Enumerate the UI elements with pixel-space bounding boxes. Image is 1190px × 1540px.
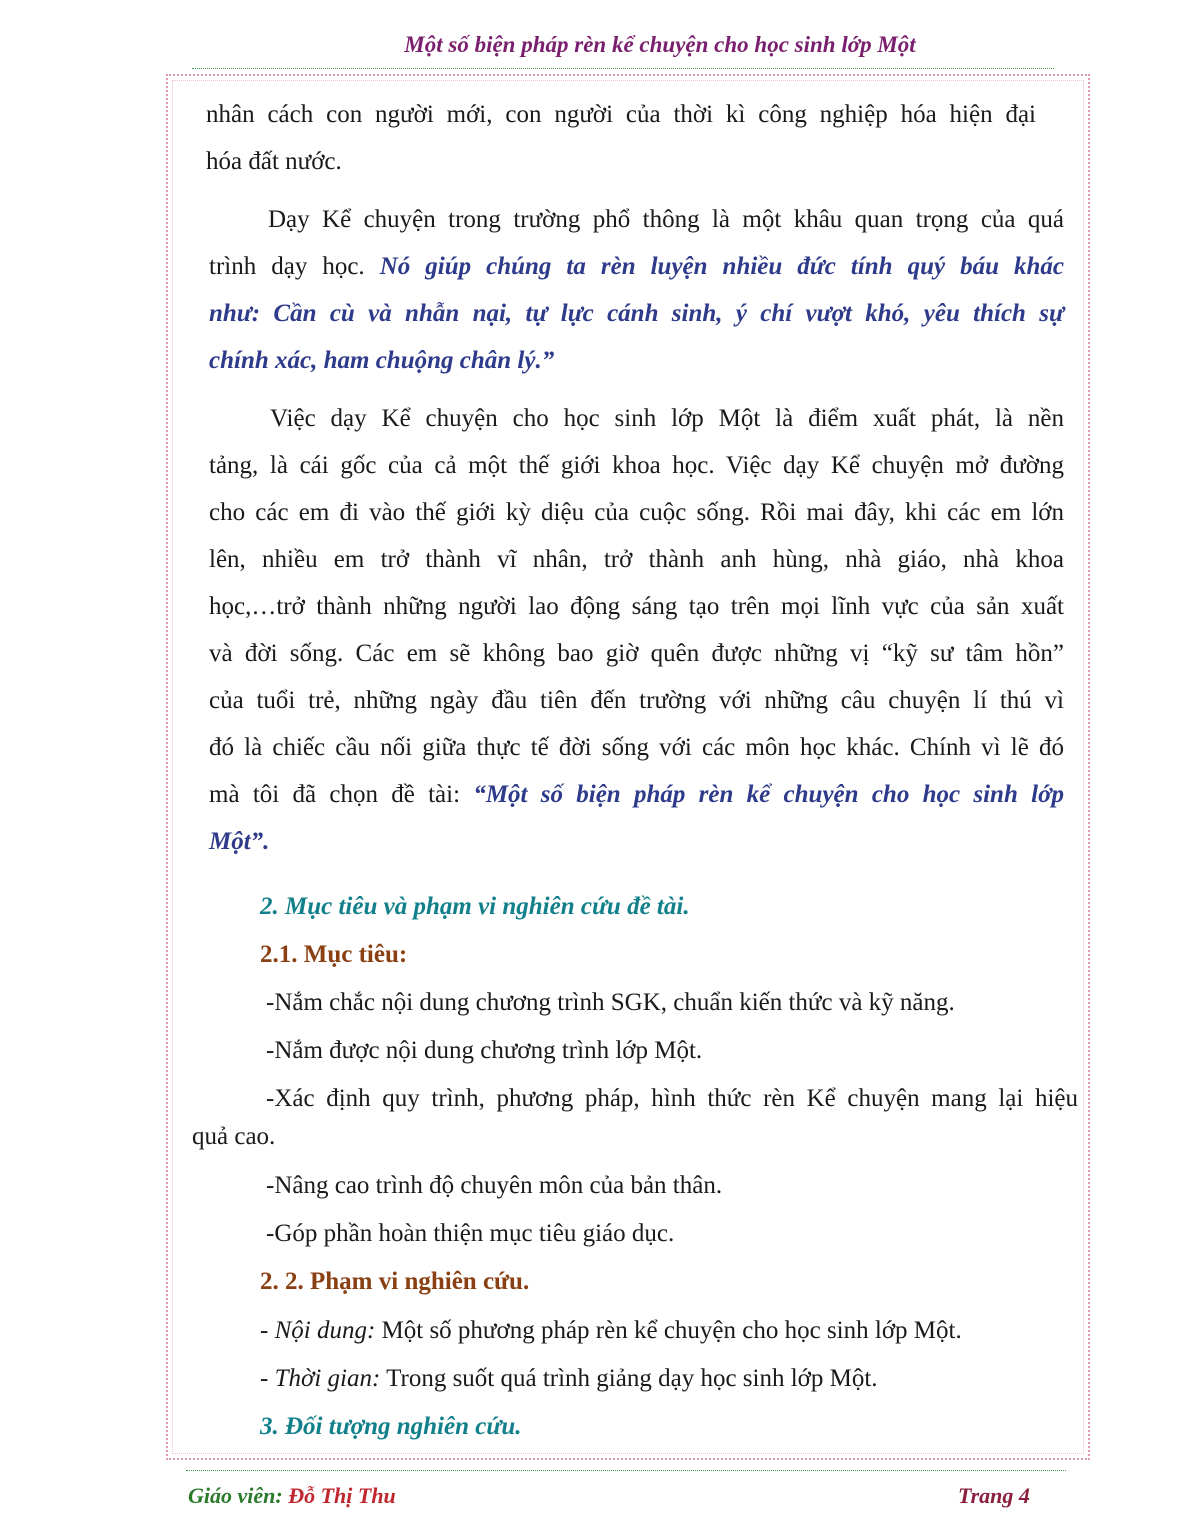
paragraph-line: đó là chiếc cầu nối giữa thực tế đời sống với các môn học khác. Chính vì lẽ đó <box>209 734 1064 761</box>
text-span: trình dạy học. <box>209 253 380 280</box>
subsection-heading: 2.1. Mục tiêu: <box>260 941 408 968</box>
scope-text: Trong suốt quá trình giảng dạy học sinh lớp Một. <box>380 1365 878 1392</box>
paragraph-line: Dạy Kể chuyện trong trường phổ thông là một khâu quan trọng của quá <box>268 206 1064 233</box>
scope-text: Một số phương pháp rèn kể chuyện cho học sinh lớp Một. <box>375 1317 962 1344</box>
scope-item <box>260 1364 878 1394</box>
goal-item-continued: quả cao. <box>192 1123 276 1150</box>
paragraph-line <box>209 780 1064 810</box>
text-span: mà tôi đã chọn đề tài: <box>209 781 474 808</box>
scope-label: - Thời gian: <box>260 1365 381 1392</box>
paragraph-line: nhân cách con người mới, con người của thời kì công nghiệp hóa hiện đại <box>206 101 1036 128</box>
paragraph-line: lên, nhiều em trở thành vĩ nhân, trở thành anh hùng, nhà giáo, nhà khoa <box>209 546 1064 573</box>
emphasis-quote-line: như: Cần cù và nhẫn nại, tự lực cánh sinh, ý chí vượt khó, yêu thích sự <box>209 300 1064 327</box>
paragraph-line: cho các em đi vào thế giới kỳ diệu của cuộc sống. Rồi mai đây, khi các em lớn <box>209 499 1064 526</box>
subsection-heading: 2. 2. Phạm vi nghiên cứu. <box>260 1268 530 1295</box>
paragraph-line: hóa đất nước. <box>206 148 342 175</box>
page-header-title: Một số biện pháp rèn kể chuyện cho học sinh lớp Một <box>404 32 916 57</box>
paragraph-line: Việc dạy Kể chuyện cho học sinh lớp Một là điểm xuất phát, là nền <box>270 405 1064 432</box>
header-divider <box>192 68 1054 69</box>
scope-label: - Nội dung: <box>260 1317 376 1344</box>
footer-teacher-name: Đỗ Thị Thu <box>288 1483 396 1508</box>
footer-divider <box>186 1470 1066 1471</box>
paragraph-line: và đời sống. Các em sẽ không bao giờ quên được những vị “kỹ sư tâm hồn” <box>209 640 1064 667</box>
goal-item: -Nâng cao trình độ chuyên môn của bản thân. <box>266 1172 723 1199</box>
goal-item: -Xác định quy trình, phương pháp, hình thức rèn Kể chuyện mang lại hiệu <box>266 1085 1078 1112</box>
emphasis-quote-line: chính xác, ham chuộng chân lý.” <box>209 347 555 374</box>
topic-title: “Một số biện pháp rèn kể chuyện cho học sinh lớp <box>473 781 1064 808</box>
footer-teacher-label: Giáo viên: <box>188 1483 289 1508</box>
scope-item <box>260 1316 962 1346</box>
paragraph-line <box>209 252 1064 282</box>
goal-item: -Góp phần hoàn thiện mục tiêu giáo dục. <box>266 1220 675 1247</box>
goal-item: -Nắm được nội dung chương trình lớp Một. <box>266 1037 703 1064</box>
section-heading: 2. Mục tiêu và phạm vi nghiên cứu đề tài. <box>260 893 690 920</box>
footer-teacher <box>188 1483 396 1509</box>
footer-page-number: Trang 4 <box>958 1483 1030 1508</box>
goal-item: -Nắm chắc nội dung chương trình SGK, chuẩn kiến thức và kỹ năng. <box>266 989 955 1016</box>
paragraph-line: tảng, là cái gốc của cả một thế giới khoa học. Việc dạy Kể chuyện mở đường <box>209 452 1064 479</box>
paragraph-line: học,…trở thành những người lao động sáng tạo trên mọi lĩnh vực của sản xuất <box>209 593 1064 620</box>
emphasis-quote: Nó giúp chúng ta rèn luyện nhiều đức tính quý báu khác <box>379 253 1064 280</box>
section-heading: 3. Đối tượng nghiên cứu. <box>260 1413 522 1440</box>
paragraph-line: của tuổi trẻ, những ngày đầu tiên đến trường với những câu chuyện lí thú vì <box>209 687 1064 714</box>
topic-title-end: Một”. <box>209 828 270 855</box>
